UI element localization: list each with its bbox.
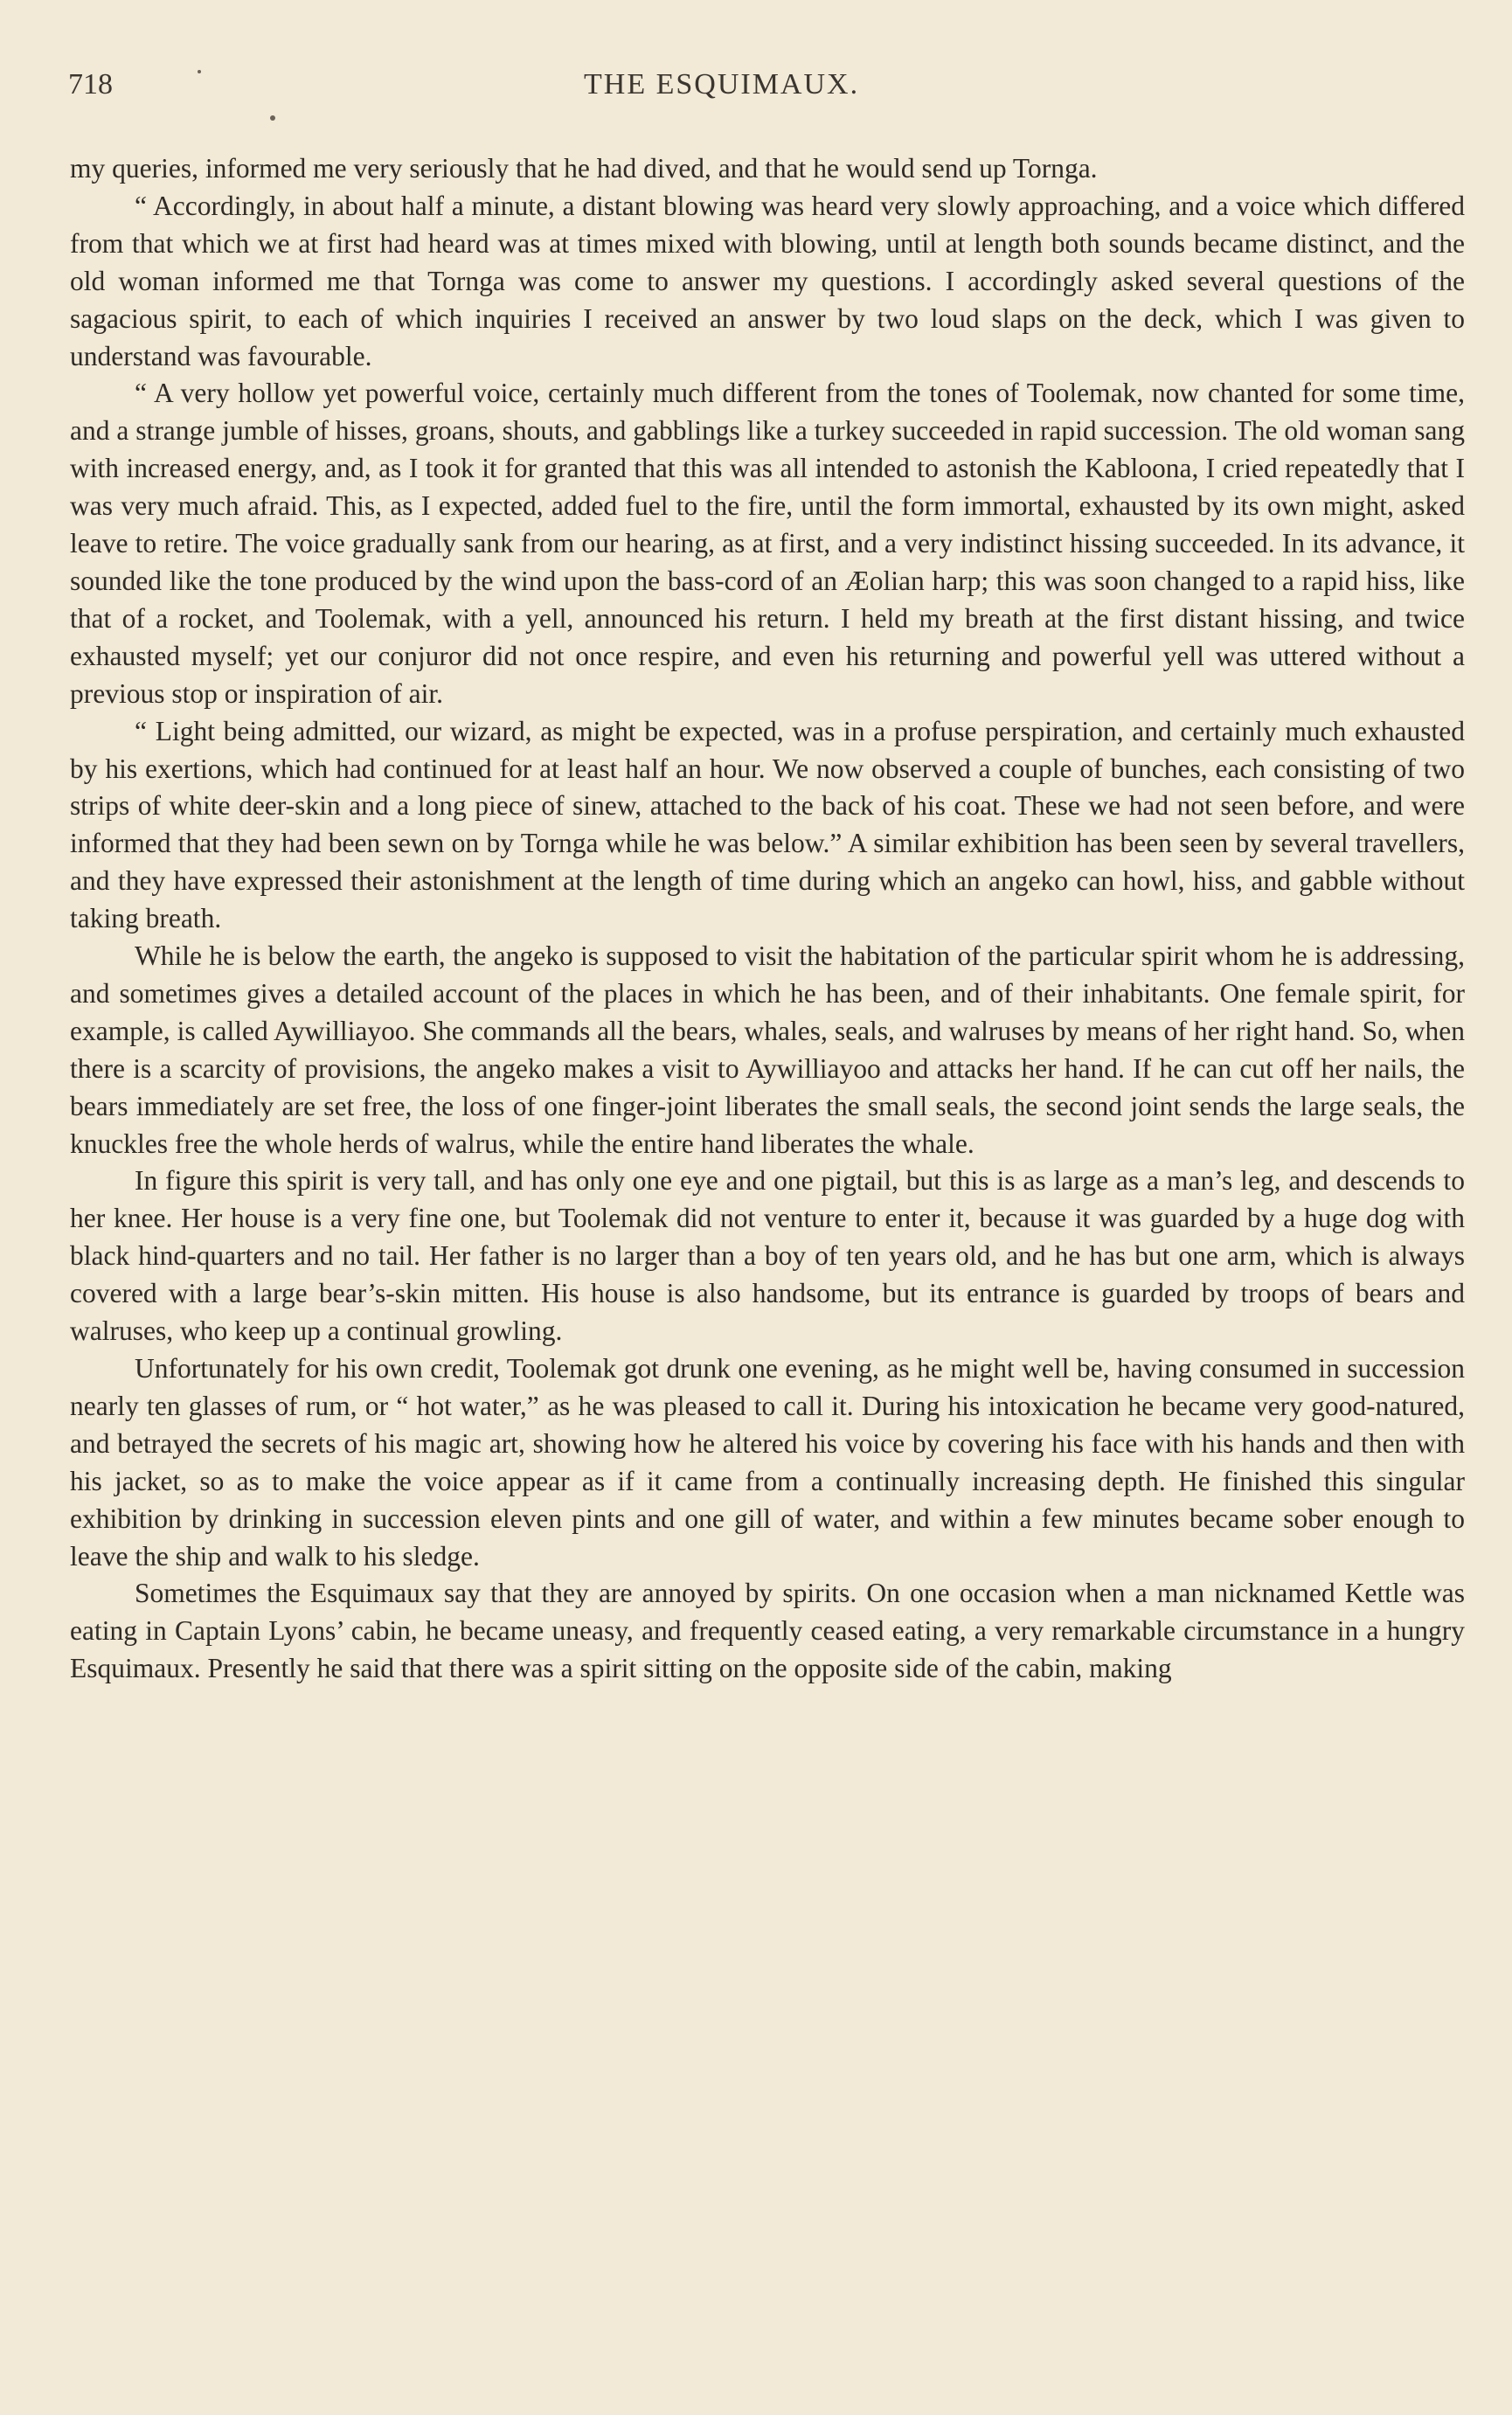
- print-speck: [198, 70, 201, 73]
- print-speck: [270, 115, 275, 121]
- paragraph: “ Accordingly, in about half a minute, a distant blowing was heard very slowly approaching, and a voice which differed from that which we at first had heard was at times mixed with blowing, until at length both sounds became distinct, and the old woman informed me that Tornga was come to answer my questions. I accordingly asked several questions of the sagacious spirit, to each of which inquiries I received an answer by two loud slaps on the deck, which I was given to understand was favourable.: [70, 190, 1465, 371]
- paragraph: While he is below the earth, the angeko is supposed to visit the habitation of the particular spirit whom he is addressing, and sometimes gives a detailed account of the places in which he has been, and of their inhabitants. One female spirit, for example, is called Aywilliayoo. She commands all the bears, whales, seals, and walruses by means of her right hand. So, when there is a scarcity of provisions, the angeko makes a visit to Aywilliayoo and attacks her hand. If he can cut off her nails, the bears immediately are set free, the loss of one finger-joint liberates the small seals, the second joint sends the large seals, the knuckles free the whole herds of walrus, while the entire hand liberates the whale.: [70, 940, 1465, 1159]
- paragraph: Sometimes the Esquimaux say that they are annoyed by spirits. On one occasion when a man nicknamed Kettle was eating in Captain Lyons’ cabin, he became uneasy, and frequently ceased eating, a very remarkable circumstance in a hungry Esquimaux. Presently he said that there was a spirit sitting on the opposite side of the cabin, making: [70, 1578, 1465, 1684]
- paragraph: In figure this spirit is very tall, and has only one eye and one pigtail, but this is as large as a man’s leg, and descends to her knee. Her house is a very fine one, but Toolemak did not venture to enter it, because it was guarded by a huge dog with black hind-quarters and no tail. Her father is no larger than a boy of ten years old, and he has but one arm, which is always covered with a large bear’s-skin mitten. His house is also handsome, but its entrance is guarded by troops of bears and walruses, who keep up a continual growling.: [70, 1165, 1465, 1347]
- paragraph: my queries, informed me very seriously that he had dived, and that he would send up Tornga.: [70, 153, 1098, 184]
- body-text: [70, 150, 1465, 1688]
- paragraph: Unfortunately for his own credit, Toolemak got drunk one evening, as he might well be, having consumed in succession nearly ten glasses of rum, or “ hot water,” as he was pleased to call it. During his intoxication he became very good-natured, and betrayed the secrets of his magic art, showing how he altered his voice by covering his face with his hands and then with his jacket, so as to make the voice appear as if it came from a continually increasing depth. He finished this singular exhibition by drinking in succession eleven pints and one gill of water, and within a few minutes became sober enough to leave the ship and walk to his sledge.: [70, 1353, 1465, 1572]
- running-head: THE ESQUIMAUX.: [584, 68, 860, 101]
- paragraph: “ A very hollow yet powerful voice, certainly much different from the tones of Toolemak, now chanted for some time, and a strange jumble of hisses, groans, shouts, and gabblings like a turkey succeeded in rapid succession. The old woman sang with increased energy, and, as I took it for granted that this was all intended to astonish the Kabloona, I cried repeatedly that I was very much afraid. This, as I expected, added fuel to the fire, until the form immortal, exhausted by its own might, asked leave to retire. The voice gradually sank from our hearing, as at first, and a very indistinct hissing succeeded. In its advance, it sounded like the tone produced by the wind upon the bass-cord of an Æolian harp; this was soon changed to a rapid hiss, like that of a rocket, and Toolemak, with a yell, announced his return. I held my breath at the first distant hissing, and twice exhausted myself; yet our conjuror did not once respire, and even his returning and powerful yell was uttered without a previous stop or inspiration of air.: [70, 378, 1465, 709]
- paragraph: “ Light being admitted, our wizard, as might be expected, was in a profuse perspiration, and certainly much exhausted by his exertions, which had continued for at least half an hour. We now observed a couple of bunches, each consisting of two strips of white deer-skin and a long piece of sinew, attached to the back of his coat. These we had not seen before, and were informed that they had been sewn on by Tornga while he was below.” A similar exhibition has been seen by several travellers, and they have expressed their astonishment at the length of time during which an angeko can howl, hiss, and gabble without taking breath.: [70, 715, 1465, 934]
- page-number: 718: [68, 68, 113, 101]
- page-header: [68, 68, 1461, 117]
